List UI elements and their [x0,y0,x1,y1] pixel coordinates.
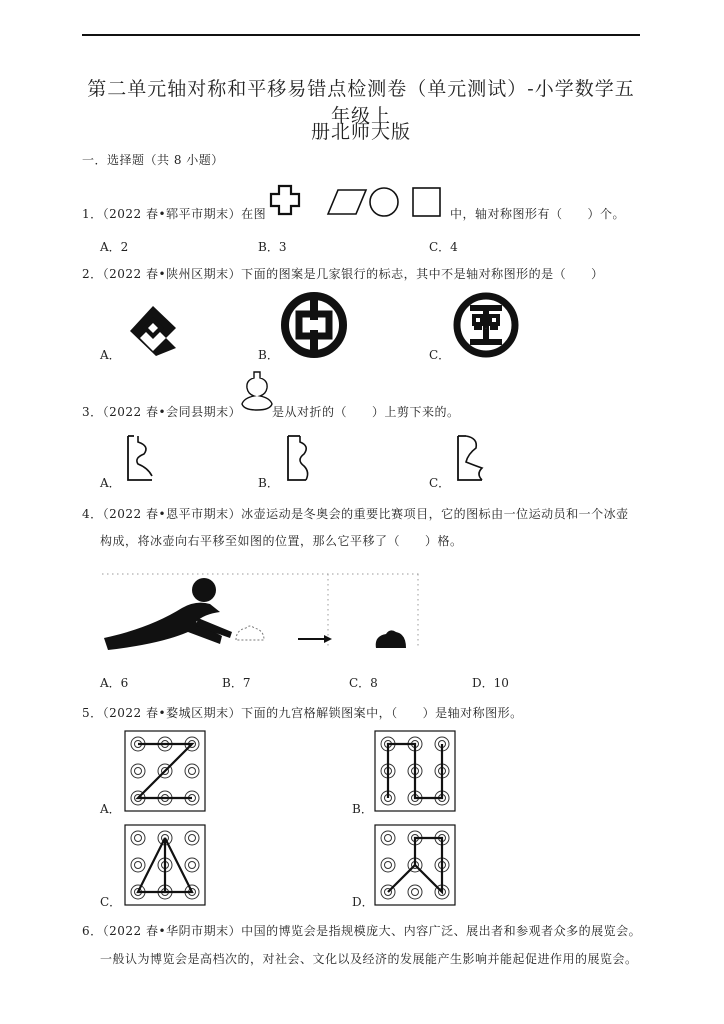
q5-option-a[interactable]: A． [100,802,121,816]
q1-option-a[interactable]: A．2 [100,240,129,254]
q1-option-b[interactable]: B．3 [258,240,287,254]
bank-logo-b [280,292,350,358]
lock-dot [408,885,422,899]
page-title-line2: 册北师大版 [310,121,411,143]
lock-dot [131,831,145,845]
athlete-head [192,578,216,602]
q1-option-c[interactable]: C．4 [429,240,458,254]
q1-shapes-figure [268,184,448,220]
cross-shape [271,186,299,214]
lock-dot [131,764,145,778]
lock-dot [135,835,142,842]
lock-dot [185,764,199,778]
q4-stem-line1: 4．（2022 春•恩平市期末）冰壶运动是冬奥会的重要比赛项目，它的图标由一位运动员和一个冰壶 [82,507,629,521]
q3-option-c[interactable]: C． [429,476,451,490]
q4-option-c[interactable]: C．8 [349,676,378,690]
q2-option-c[interactable]: C． [429,348,451,362]
lock-dot [185,858,199,872]
lock-dot [189,768,196,775]
section-heading: 一．选择题（共 8 小题） [82,153,224,167]
q2-option-a[interactable]: A． [100,348,121,362]
lock-pattern-a [124,730,206,812]
top-rule [82,34,640,36]
lock-pattern-c [124,824,206,906]
logo-c-glyph: 工 [485,329,487,330]
q6-stem-line2: 一般认为博览会是高档次的，对社会、文化以及经济的发展能产生影响并能起促进作用的展览会。 [100,952,638,966]
q3-stem-end: 是从对折的（ ）上剪下来的。 [272,405,460,419]
q3-cutout-figure [240,370,274,412]
lock-dot [189,862,196,869]
lock-pattern-b [374,730,456,812]
q2-stem: 2．（2022 春•陕州区期末）下面的图案是几家银行的标志，其中不是轴对称图形的是（ ） [82,267,604,281]
lock-dot [135,768,142,775]
lock-dot [412,889,419,896]
lock-dot [381,831,395,845]
page-title-line1: 第二单元轴对称和平移易错点检测卷（单元测试）-小学数学五年级上 [87,78,635,127]
q6-stem-line1: 6．（2022 春•华阴市期末）中国的博览会是指规模庞大、内容广泛、展出者和参观者众多的展览会。 [82,924,642,938]
q3-option-a[interactable]: A． [100,476,121,490]
q4-option-b[interactable]: B．7 [222,676,251,690]
q3-option-b[interactable]: B． [258,476,279,490]
q1-stem-end: 中，轴对称图形有（ ）个。 [450,207,626,221]
q4-option-d[interactable]: D．10 [472,676,509,690]
lock-dot [185,831,199,845]
dashed-stone [236,626,264,640]
lock-dot [385,862,392,869]
bank-logo-a [126,303,180,357]
q3-fold-b [282,432,316,484]
logo-b-glyph: 中 [313,329,315,330]
square-shape [413,188,440,216]
lock-dot [381,858,395,872]
q3-fold-a [122,432,156,484]
lock-dot [135,862,142,869]
arrow-right-icon [324,635,332,643]
q1-stem-start: 1．（2022 春•郓平市期末）在图 [82,207,267,221]
q2-option-b[interactable]: B． [258,348,279,362]
bank-logo-c [452,292,520,358]
q3-stem-start: 3．（2022 春•会同县期末） [82,405,242,419]
lock-pattern-d [374,824,456,906]
curling-stone [376,630,406,648]
circle-shape [370,188,398,216]
lock-dot [131,858,145,872]
q5-stem: 5．（2022 春•婺城区期末）下面的九宫格解锁图案中，（ ）是轴对称图形。 [82,706,523,720]
lock-dot [189,835,196,842]
parallelogram-shape [328,190,366,214]
q4-option-a[interactable]: A．6 [100,676,129,690]
curling-translation-figure [100,568,420,660]
q5-option-b[interactable]: B． [352,802,373,816]
q3-fold-c [452,432,486,484]
q5-option-c[interactable]: C． [100,895,122,909]
q5-option-d[interactable]: D． [352,895,374,909]
lock-dot [385,835,392,842]
q4-stem-line2: 构成，将冰壶向右平移至如图的位置，那么它平移了（ ）格。 [100,534,463,548]
